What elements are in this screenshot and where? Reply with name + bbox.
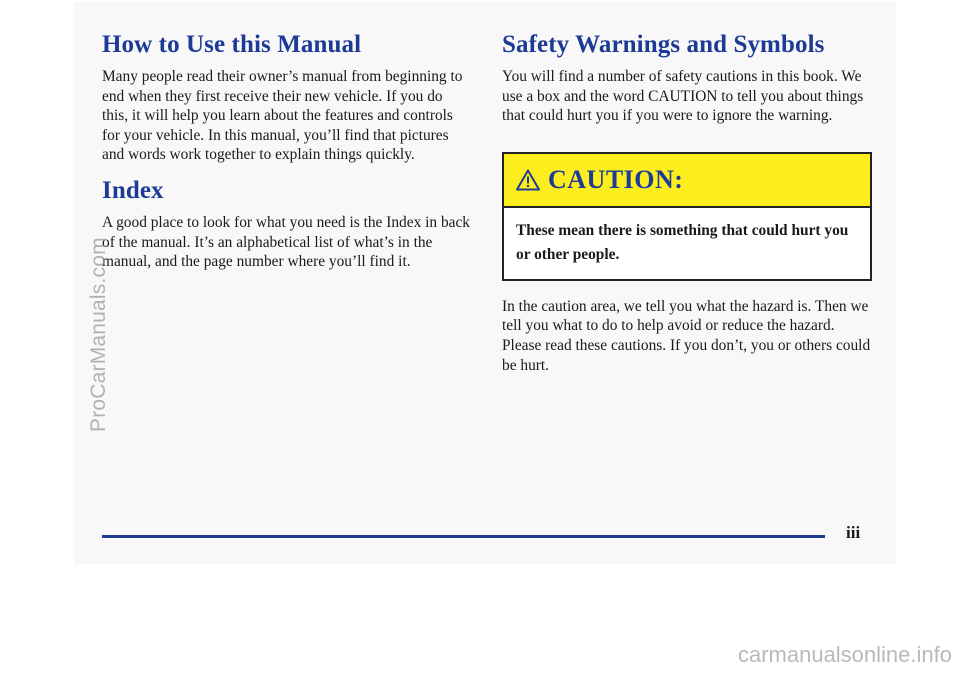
caution-title: CAUTION: [548, 164, 684, 194]
left-column [102, 29, 472, 272]
footer-rule [102, 535, 825, 538]
how-to-use-paragraph: Many people read their owner’s manual from beginning to end when they first receive their new vehicle. If you do this, it will help you learn about the features and controls for your vehicle. In this manual, you’ll find that pictures and words work together to explain things quickly. [102, 68, 463, 164]
caution-box [502, 152, 872, 281]
page-number: iii [846, 523, 861, 542]
warning-triangle-icon [516, 169, 540, 191]
caution-header [504, 154, 870, 208]
index-paragraph: A good place to look for what you need is the Index in back of the manual. It’s an alphabetical list of what’s in the manual, and the page number where you’ll find it. [102, 213, 470, 271]
side-watermark: ProCarManuals.com [87, 237, 110, 432]
caution-text: These mean there is something that could hurt you or other people. [516, 221, 849, 263]
right-column [502, 29, 877, 375]
bottom-watermark: carmanualsonline.info [737, 642, 952, 667]
safety-heading: Safety Warnings and Symbols [502, 31, 825, 58]
safety-intro-paragraph: You will find a number of safety cautions in this book. We use a box and the word CAUTION to tell you about things that could hurt you if you were to ignore the warning. [502, 68, 864, 125]
caution-explanation-paragraph: In the caution area, we tell you what the hazard is. Then we tell you what to do to help avoid or reduce the hazard. Please read these cautions. If you don’t, you or others could be hurt. [502, 297, 871, 374]
manual-page [74, 2, 896, 564]
index-heading: Index [102, 176, 164, 204]
how-to-use-heading: How to Use this Manual [102, 31, 362, 58]
